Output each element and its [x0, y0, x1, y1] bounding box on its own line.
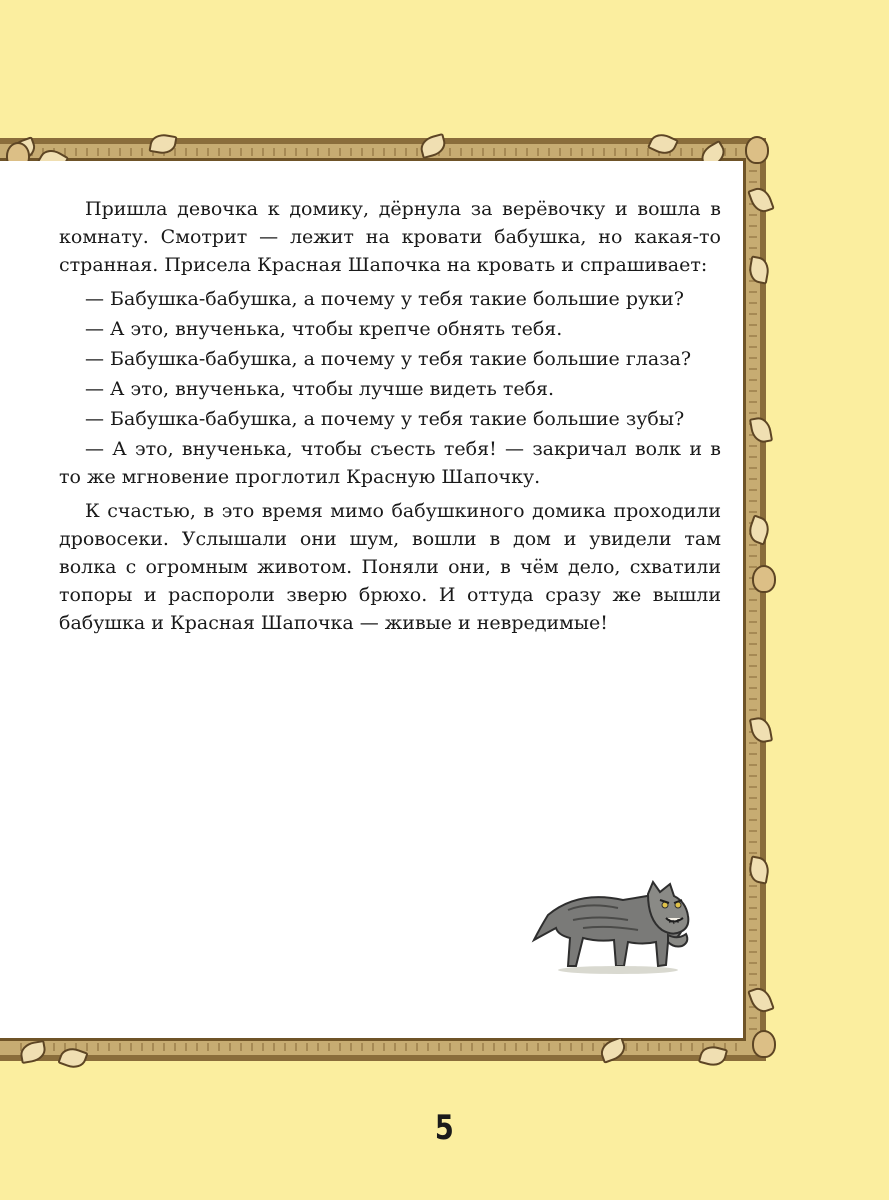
page-number: 5 [434, 1108, 454, 1148]
dialog-line: — Бабушка-бабушка, а почему у тебя такие большие руки? [85, 288, 684, 310]
story-paragraph: К счастью, в это время мимо бабушкиного домика проходили дровосеки. Услышали они шум, вошли в дом и увидели там волка с огромным животом. Поняли они, в чём дело, схватили топоры и распороли зверю брюхо. И оттуда сразу же вышли бабушка и Красная Шапочка — живые и невредимые! [59, 500, 721, 634]
dialog-line: — Бабушка-бабушка, а почему у тебя такие большие глаза? [85, 348, 692, 370]
story-text [59, 195, 721, 643]
dialog-line: — А это, внученька, чтобы съесть тебя! — закричал волк и в то же мгновение проглотил Красную Шапочку. [59, 438, 721, 488]
dialog-line: — А это, внученька, чтобы лучше видеть тебя. [85, 378, 555, 400]
wolf-icon [528, 880, 696, 980]
dialog-line: — Бабушка-бабушка, а почему у тебя такие большие зубы? [85, 408, 685, 430]
frame-texture-top [20, 148, 740, 156]
dialog-line: — А это, внученька, чтобы крепче обнять тебя. [85, 318, 563, 340]
acorn-icon [752, 565, 776, 593]
story-paragraph: Пришла девочка к домику, дёрнула за верёвочку и вошла в комнату. Смотрит — лежит на кровати бабушка, но какая-то странная. Присела Красная Шапочка на кровать и спрашивает: [59, 198, 721, 276]
frame-texture-right [749, 170, 757, 1030]
acorn-icon [752, 1030, 776, 1058]
frame-texture-bottom [20, 1043, 740, 1051]
acorn-icon [745, 136, 769, 164]
